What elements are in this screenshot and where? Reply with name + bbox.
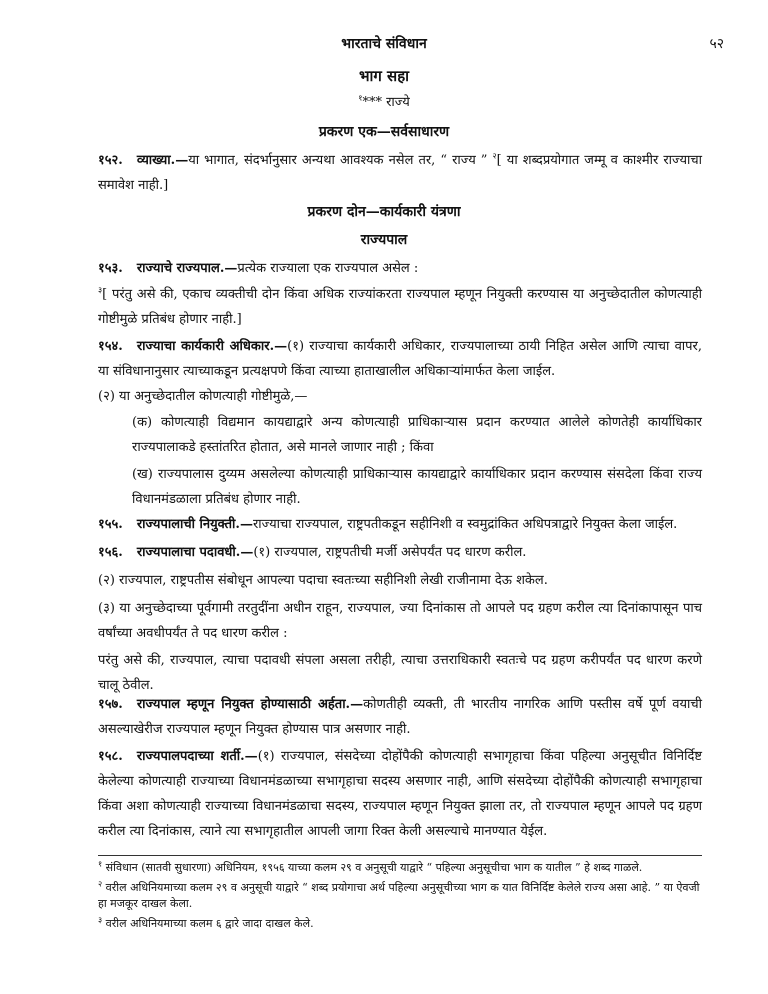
footnote-divider	[98, 855, 702, 856]
article-154	[98, 334, 702, 384]
footnote	[98, 916, 702, 932]
footnote-text: वरील अधिनियमाच्या कलम ६ द्वारे जादा दाखल केले.	[105, 917, 314, 930]
footnote-mark: ३	[98, 285, 103, 295]
article-text: (१) राज्यपाल, राष्ट्रपतीची मर्जी असेपर्यंत पद धारण करील.	[253, 545, 527, 560]
footnote-mark: १	[98, 859, 103, 869]
article-text: या भागात, संदर्भानुसार अन्यथा आवश्यक नसेल तर, “ राज्य ”	[188, 153, 493, 168]
article-heading: राज्यपालपदाच्या शर्ती.—	[136, 749, 258, 764]
article-text: प्रत्येक राज्याला एक राज्यपाल असेल :	[237, 261, 419, 276]
article-153	[98, 256, 702, 281]
article-157	[98, 692, 702, 742]
chapter-heading: प्रकरण दोन—कार्यकारी यंत्रणा	[307, 204, 461, 220]
article-153-proviso	[98, 282, 702, 332]
article-text: (१) राज्यपाल, संसदेच्या दोहोंपैकी कोणत्याही सभागृहाचा किंवा पहिल्या अनुसूचीत विनिर्दिष्ट केलेल्या कोणत्याही राज्याच्या विधानमंडळाच्या सभागृहाचा सदस्य असणार नाही, आणि संसदेच्या दोहोंपैकी कोणत्याही सभागृहाचा किंवा अशा कोणत्याही राज्याच्या विधानमंडळाचा सदस्य, राज्यपाल म्हणून नियुक्त झाला तर, तो राज्यपाल म्हणून आपले पद ग्रहण करील त्या दिनांकास, त्याने त्या सभागृहातील आपली जागा रिक्त केली असल्याचे मानण्यात येईल.	[98, 749, 702, 839]
part-subtitle-text: *** राज्ये	[362, 95, 410, 110]
article-156-clause-2: (२) राज्यपाल, राष्ट्रपतीस संबोधून आपल्या पदाचा स्वतःच्या सहीनिशी लेखी राजीनामा देऊ शकेल.	[98, 573, 548, 588]
article-number: १५७.	[98, 697, 123, 712]
article-text: राज्याचा राज्यपाल, राष्ट्रपतीकडून सहीनिशी व स्वमुद्रांकित अधिपत्राद्वारे नियुक्त केला जाईल.	[252, 517, 678, 532]
footnote-mark: १	[358, 93, 363, 103]
footnote	[98, 880, 702, 912]
article-text: कोणतीही व्यक्ती, ती भारतीय नागरिक आणि पस्तीस वर्षे पूर्ण वयाची असल्याखेरीज राज्यपाल म्हणून नियुक्त होण्यास पात्र असणार नाही.	[98, 697, 702, 737]
article-156-clause-3: (३) या अनुच्छेदाच्या पूर्वगामी तरतुदींना अधीन राहून, राज्यपाल, ज्या दिनांकास तो आपले पद ग्रहण करील त्या दिनांकापासून पाच वर्षांच्या अवधीपर्यंत ते पद धारण करील :	[98, 601, 702, 641]
article-154-clause-2: (२) या अनुच्छेदातील कोणत्याही गोष्टीमुळे,—	[98, 389, 308, 404]
footnote-mark: २	[98, 879, 103, 889]
proviso-text: [ परंतु असे की, एकाच व्यक्तीची दोन किंवा अधिक राज्यांकरता राज्यपाल म्हणून नियुक्ती करण्यास या अनुच्छेदातील कोणत्याही गोष्टीमुळे प्रतिबंध होणार नाही.]	[98, 287, 702, 327]
article-text: [ या शब्दप्रयोगात जम्मू व काश्मीर राज्याचा समावेश नाही.]	[98, 153, 702, 193]
running-header-title: भारताचे संविधान	[341, 36, 427, 52]
article-heading: राज्यपालाची नियुक्ती.—	[136, 517, 253, 532]
article-heading: राज्यपालाचा पदावधी.—	[136, 545, 254, 560]
footnote-mark: २	[492, 151, 497, 161]
article-152	[98, 148, 702, 198]
article-number: १५६.	[98, 545, 123, 560]
article-heading: राज्याचे राज्यपाल.—	[136, 261, 238, 276]
article-154-sub-a: (क) कोणत्याही विद्यमान कायद्याद्वारे अन्य कोणत्याही प्राधिकाऱ्यास प्रदान करण्यात आलेले कोणतेही कार्याधिकार राज्यपालाकडे हस्तांतरित होतात, असे मानले जाणार नाही ; किंवा	[132, 415, 702, 455]
article-156-proviso: परंतु असे की, राज्यपाल, त्याचा पदावधी संपला असला तरीही, त्याचा उत्तराधिकारी स्वतःचे पद ग्रहण करीपर्यंत पद धारण करणे चालू ठेवील.	[98, 653, 702, 693]
article-number: १५५.	[98, 517, 123, 532]
article-156	[98, 540, 702, 565]
article-number: १५४.	[98, 339, 123, 354]
footnote	[98, 860, 702, 876]
article-158	[98, 744, 702, 844]
footnote-text: वरील अधिनियमाच्या कलम २९ व अनुसूची याद्वारे “ शब्द प्रयोगाचा अर्थ पहिल्या अनुसूचीच्या भाग क यात विनिर्दिष्ट केलेले राज्य असा आहे. ” या ऐवजी हा मजकूर दाखल केला.	[98, 881, 700, 910]
article-text: (१) राज्याचा कार्यकारी अधिकार, राज्यपालाच्या ठायी निहित असेल आणि त्याचा वापर, या संविधानानुसार त्याच्याकडून प्रत्यक्षपणे किंवा त्याच्या हाताखालील अधिकाऱ्यांमार्फत केला जाईल.	[98, 339, 702, 379]
article-heading: राज्यपाल म्हणून नियुक्त होण्यासाठी अर्हता.—	[136, 697, 364, 712]
article-number: १५३.	[98, 261, 123, 276]
part-subtitle	[0, 92, 768, 110]
section-heading: राज्यपाल	[360, 232, 408, 248]
article-heading: राज्याचा कार्यकारी अधिकार.—	[136, 339, 288, 354]
article-number: १५२.	[98, 153, 123, 168]
part-title: भाग सहा	[358, 67, 410, 85]
chapter-heading: प्रकरण एक—सर्वसाधारण	[318, 124, 450, 140]
footnote-mark: ३	[98, 915, 103, 925]
article-154-sub-b: (ख) राज्यपालास दुय्यम असलेल्या कोणत्याही प्राधिकाऱ्यास कायद्याद्वारे कार्याधिकार प्रदान करण्यास संसदेला किंवा राज्य विधानमंडळाला प्रतिबंध होणार नाही.	[132, 467, 702, 507]
article-number: १५८.	[98, 749, 123, 764]
article-heading: व्याख्या.—	[136, 153, 189, 168]
page-number: ५२	[709, 36, 724, 52]
article-155	[98, 512, 702, 537]
footnote-text: संविधान (सातवी सुधारणा) अधिनियम, १९५६ याच्या कलम २९ व अनुसूची याद्वारे “ पहिल्या अनुसूचीचा भाग क यातील ” हे शब्द गाळले.	[105, 861, 643, 874]
